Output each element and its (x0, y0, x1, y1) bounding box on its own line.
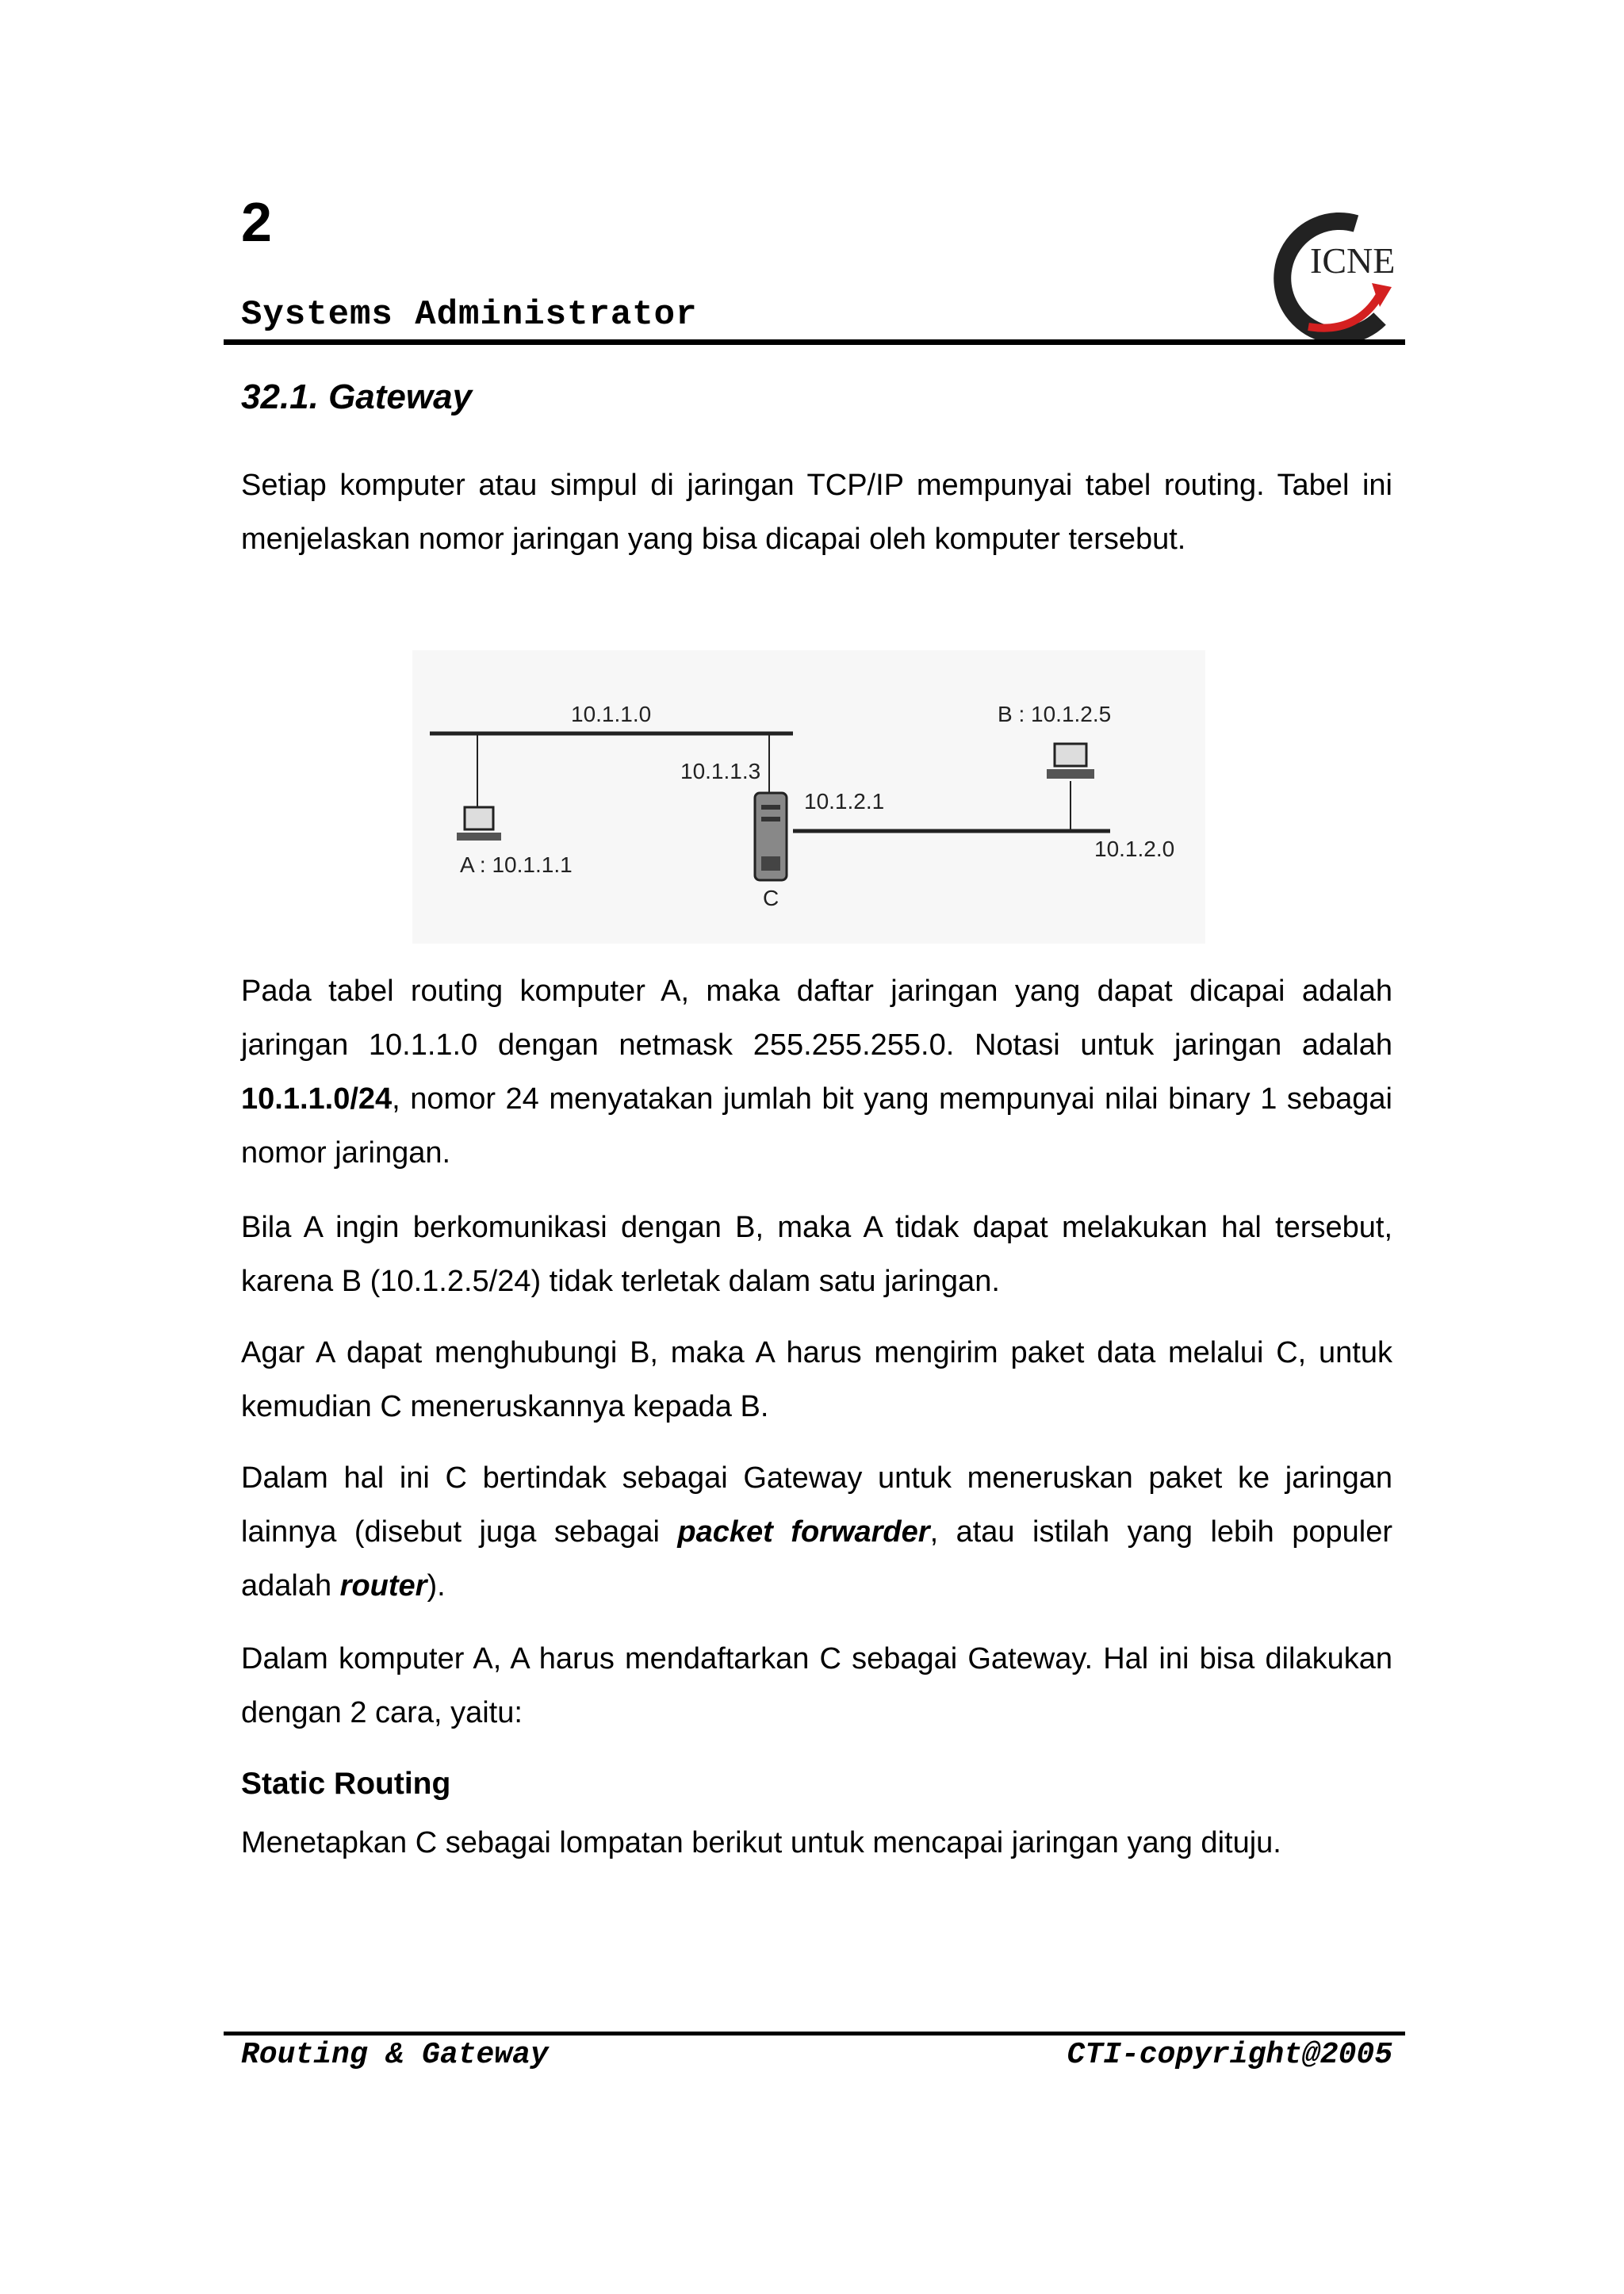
paragraph-via-c: Agar A dapat menghubungi B, maka A harus mengirim paket data melalui C, untuk kemudian C meneruskannya kepada B. (241, 1336, 1392, 1423)
header-title: Systems Administrator (241, 295, 698, 335)
page-number: 2 (241, 191, 272, 253)
network-diagram (412, 650, 1205, 944)
label-gateway: C (763, 886, 779, 910)
label-net2: 10.1.2.0 (1094, 837, 1175, 861)
label-host-a: A : 10.1.1.1 (460, 852, 573, 877)
paragraph-intro: Setiap komputer atau simpul di jaringan TCP/IP mempunyai tabel routing. Tabel ini menjelaskan nomor jaringan yang bisa dicapai oleh komputer tersebut. (241, 469, 1392, 556)
label-host-b: B : 10.1.2.5 (998, 702, 1112, 726)
host-b-computer-icon (1047, 744, 1094, 779)
logo-text: ICNE (1310, 240, 1396, 281)
header-rule (224, 339, 1405, 345)
paragraph-routing-table: Pada tabel routing komputer A, maka daftar jaringan yang dapat dicapai adalah jaringan 10.1.1.0 dengan netmask 255.255.255.0. Notasi untuk jaringan adalah 10.1.1.0/24, nomor 24 menyatakan jumlah bit yang mempunyai nilai binary 1 sebagai nomor jaringan. (241, 975, 1392, 1170)
notation-bold: 10.1.1.0/24 (241, 1082, 393, 1116)
section-title: 32.1. Gateway (241, 377, 473, 416)
label-gw-if2: 10.1.2.1 (804, 789, 885, 814)
term-router: router (339, 1569, 427, 1603)
term-packet-forwarder: packet forwarder (677, 1515, 930, 1549)
footer-rule (224, 2032, 1405, 2035)
label-net1: 10.1.1.0 (571, 702, 652, 726)
label-gw-if1: 10.1.1.3 (680, 759, 761, 783)
footer-chapter: Routing & Gateway (241, 2038, 549, 2072)
footer-copyright: CTI-copyright@2005 (1067, 2038, 1392, 2072)
paragraph-communicate: Bila A ingin berkomunikasi dengan B, maka A tidak dapat melakukan hal tersebut, karena B (10.1.2.5/24) tidak terletak dalam satu jaringan. (241, 1211, 1392, 1298)
static-routing-heading: Static Routing (241, 1767, 451, 1801)
icne-logo (1261, 208, 1396, 343)
paragraph-register-gateway: Dalam komputer A, A harus mendaftarkan C sebagai Gateway. Hal ini bisa dilakukan dengan 2 cara, yaitu: (241, 1642, 1392, 1729)
gateway-server-icon (755, 793, 787, 880)
paragraph-gateway-role: Dalam hal ini C bertindak sebagai Gateway untuk meneruskan paket ke jaringan lainnya (disebut juga sebagai packet forwarder, atau istilah yang lebih populer adalah router). (241, 1461, 1392, 1603)
paragraph-static-routing: Menetapkan C sebagai lompatan berikut untuk mencapai jaringan yang dituju. (241, 1826, 1281, 1859)
